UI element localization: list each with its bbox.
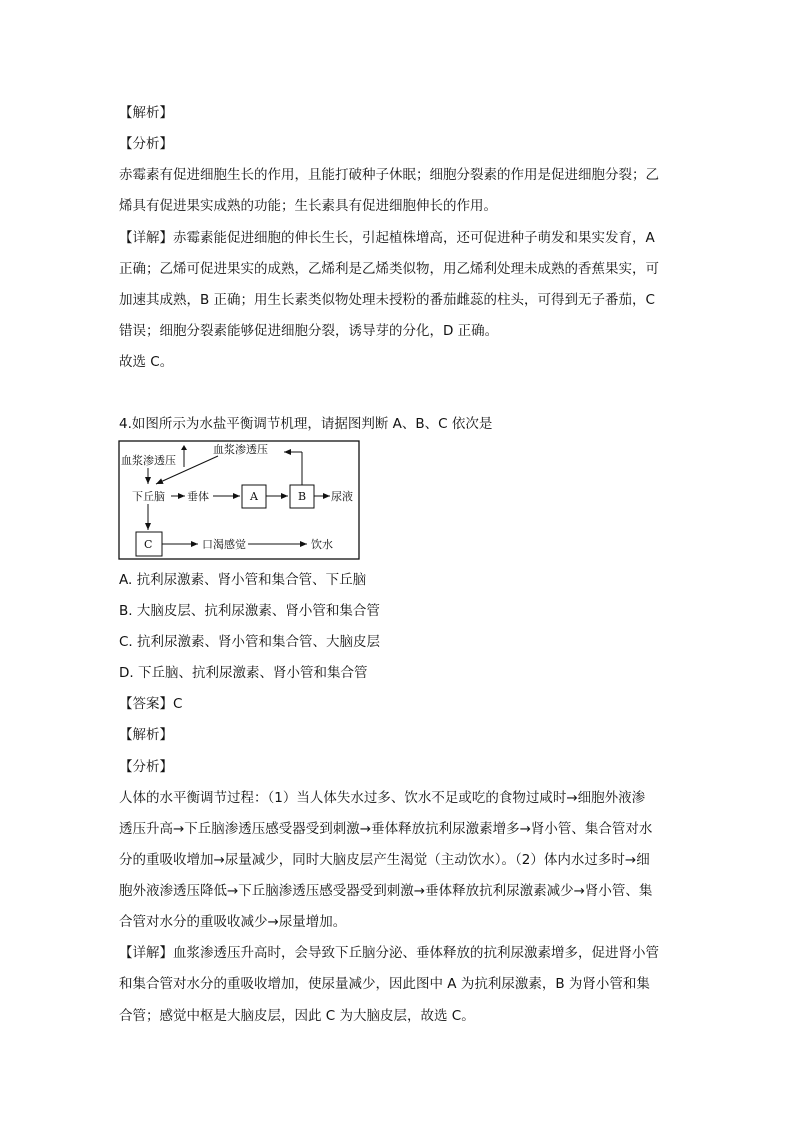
- label-plasma-osmotic-left: 血浆渗透压: [121, 454, 176, 467]
- label-urine: 尿液: [331, 490, 353, 503]
- label-box-a: A: [250, 490, 258, 503]
- section-label-jiexi: 【解析】: [119, 105, 173, 121]
- q4-detail-line-3: 合管；感觉中枢是大脑皮层，因此 C 为大脑皮层，故选 C。: [119, 1008, 475, 1024]
- detail-line-1: 【详解】赤霉素能促进细胞的伸长生长，引起植株增高，还可促进种子萌发和果实发育，A: [119, 230, 655, 246]
- water-salt-regulation-diagram: [118, 440, 360, 560]
- q4-analysis-line-2: 透压升高→下丘脑渗透压感受器受到刺激→垂体释放抗利尿激素增多→肾小管、集合管对水: [119, 821, 653, 837]
- q4-detail-line-1: 【详解】血浆渗透压升高时，会导致下丘脑分泌、垂体释放的抗利尿激素增多，促进肾小管: [119, 945, 659, 961]
- q4-analysis-line-3: 分的重吸收增加→尿量减少，同时大脑皮层产生渴觉（主动饮水）。（2）体内水过多时→细: [119, 852, 650, 868]
- analysis-line-1: 赤霉素有促进细胞生长的作用，且能打破种子休眠；细胞分裂素的作用是促进细胞分裂；乙: [119, 167, 659, 183]
- option-d: D. 下丘脑、抗利尿激素、肾小管和集合管: [119, 665, 368, 681]
- option-a: A. 抗利尿激素、肾小管和集合管、下丘脑: [119, 572, 367, 588]
- label-box-b: B: [298, 490, 307, 503]
- detail-line-4: 错误；细胞分裂素能够促进细胞分裂，诱导芽的分化，D 正确。: [119, 323, 499, 339]
- label-box-c: C: [144, 538, 153, 551]
- answer-line: 【答案】C: [119, 696, 183, 712]
- label-pituitary: 垂体: [187, 490, 209, 503]
- option-b: B. 大脑皮层、抗利尿激素、肾小管和集合管: [119, 603, 380, 619]
- label-plasma-osmotic-top: 血浆渗透压: [213, 443, 268, 456]
- analysis-line-2: 烯具有促进果实成熟的功能；生长素具有促进细胞伸长的作用。: [119, 198, 497, 214]
- option-c: C. 抗利尿激素、肾小管和集合管、大脑皮层: [119, 634, 381, 650]
- section-label-fenxi: 【分析】: [119, 136, 173, 152]
- section-label-jiexi-q4: 【解析】: [119, 727, 173, 743]
- conclusion-line: 故选 C。: [119, 354, 174, 370]
- label-drink: 饮水: [311, 538, 333, 551]
- q4-analysis-line-4: 胞外液渗透压降低→下丘脑渗透压感受器受到刺激→垂体释放抗利尿激素减少→肾小管、集: [119, 883, 653, 899]
- section-label-fenxi-q4: 【分析】: [119, 759, 173, 775]
- detail-line-3: 加速其成熟，B 正确；用生长素类似物处理未授粉的番茄雌蕊的柱头，可得到无子番茄，C: [119, 292, 655, 308]
- q4-analysis-line-1: 人体的水平衡调节过程：（1）当人体失水过多、饮水不足或吃的食物过咸时→细胞外液渗: [119, 790, 646, 806]
- arrow-up-head: [181, 445, 187, 450]
- detail-line-2: 正确；乙烯可促进果实的成熟，乙烯利是乙烯类似物，用乙烯利处理未成熟的香蕉果实，可: [119, 261, 659, 277]
- label-hypothalamus: 下丘脑: [132, 490, 165, 503]
- q4-detail-line-2: 和集合管对水分的重吸收增加，使尿量减少，因此图中 A 为抗利尿激素，B 为肾小管和集: [119, 976, 650, 992]
- label-thirst: 口渴感觉: [202, 538, 246, 551]
- question-stem: 4.如图所示为水盐平衡调节机理，请据图判断 A、B、C 依次是: [119, 416, 493, 432]
- q4-analysis-line-5: 合管对水分的重吸收减少→尿量增加。: [119, 914, 347, 930]
